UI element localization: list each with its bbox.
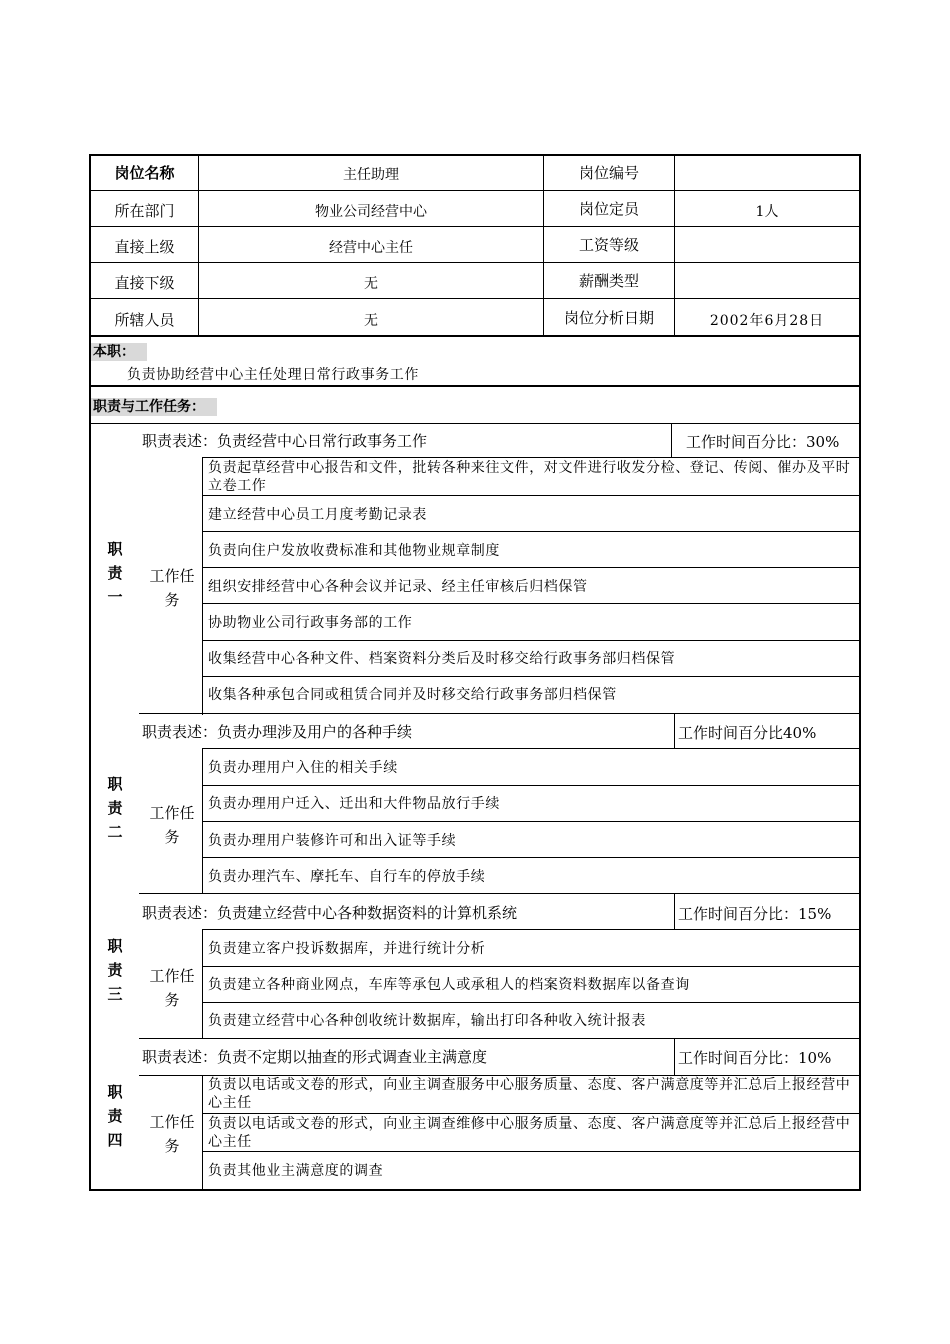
grid-line [202, 531, 859, 532]
duty2-label: 职责二 [107, 775, 123, 841]
grid-line [139, 893, 859, 894]
duty3-task-1: 负责建立客户投诉数据库，并进行统计分析 [208, 941, 486, 957]
label-position-name: 岗位名称 [114, 164, 175, 182]
label-department: 所在部门 [114, 202, 175, 220]
grid-line [91, 423, 859, 424]
value-headcount: 1人 [755, 204, 779, 220]
duty4-time-percent: 工作时间百分比：10% [678, 1049, 832, 1067]
duty3-description: 职责表述：负责建立经营中心各种数据资料的计算机系统 [142, 904, 518, 922]
label-headcount: 岗位定员 [578, 200, 639, 218]
grid-line [91, 385, 859, 387]
duty1-task-label: 工作任务 [149, 567, 195, 609]
grid-line [91, 335, 859, 337]
duty3-time-percent: 工作时间百分比：15% [678, 905, 832, 923]
duty3-task-3: 负责建立经营中心各种创收统计数据库，输出打印各种收入统计报表 [208, 1013, 646, 1029]
grid-line [202, 1075, 203, 1189]
grid-line [202, 676, 859, 677]
value-position-name: 主任助理 [343, 167, 399, 183]
grid-line [202, 1113, 859, 1114]
grid-line [671, 423, 672, 457]
grid-line [674, 713, 675, 748]
grid-line [202, 857, 859, 858]
value-direct-superior: 经营中心主任 [329, 240, 413, 256]
duty3-task-2: 负责建立各种商业网点，车库等承包人或承租人的档案资料数据库以备查询 [208, 977, 690, 993]
grid-line [674, 156, 675, 336]
grid-line [202, 567, 859, 568]
form-border [89, 154, 861, 1191]
grid-line [202, 821, 859, 822]
grid-line [202, 966, 859, 967]
grid-line [202, 640, 859, 641]
duty1-task-6: 收集经营中心各种文件、档案资料分类后及时移交给行政事务部归档保管 [208, 651, 676, 667]
label-pay-type: 薪酬类型 [578, 272, 639, 290]
grid-line [202, 1002, 859, 1003]
duty3-task-label: 工作任务 [149, 967, 195, 1009]
grid-line [91, 262, 859, 263]
grid-line [91, 298, 859, 299]
duty1-task-3: 负责向住户发放收费标准和其他物业规章制度 [208, 543, 500, 559]
duty4-label: 职责四 [107, 1083, 123, 1149]
duty1-task-7: 收集各种承包合同或租赁合同并及时移交给行政事务部归档保管 [208, 687, 617, 703]
grid-line [674, 893, 675, 929]
grid-line [202, 748, 859, 749]
value-direct-subordinate: 无 [364, 276, 378, 292]
duty4-description: 职责表述：负责不定期以抽查的形式调查业主满意度 [142, 1048, 488, 1066]
duty4-task-2: 负责以电话或文卷的形式，向业主调查维修中心服务质量、态度、客户满意度等并汇总后上报经营中心主任 [208, 1116, 851, 1150]
grid-line [91, 190, 859, 191]
summary-heading: 本职： [91, 343, 147, 361]
duty1-task-5: 协助物业公司行政事务部的工作 [208, 615, 413, 631]
duty4-task-1: 负责以电话或文卷的形式，向业主调查服务中心服务质量、态度、客户满意度等并汇总后上报经营中心主任 [208, 1077, 851, 1111]
grid-line [202, 1151, 859, 1152]
grid-line [139, 713, 859, 714]
label-direct-superior: 直接上级 [114, 238, 175, 256]
duty2-time-percent: 工作时间百分比40% [678, 724, 817, 742]
grid-line [202, 929, 203, 1038]
duty2-task-1: 负责办理用户入住的相关手续 [208, 760, 398, 776]
grid-line [139, 1038, 859, 1039]
value-department: 物业公司经营中心 [315, 204, 427, 220]
label-analysis-date: 岗位分析日期 [563, 309, 654, 327]
label-direct-subordinate: 直接下级 [114, 274, 175, 292]
duty2-task-4: 负责办理汽车、摩托车、自行车的停放手续 [208, 869, 486, 885]
value-analysis-date: 2002年6月28日 [709, 313, 825, 329]
grid-line [91, 226, 859, 227]
duty1-task-2: 建立经营中心员工月度考勤记录表 [208, 507, 427, 523]
duty2-description: 职责表述：负责办理涉及用户的各种手续 [142, 723, 413, 741]
duty2-task-label: 工作任务 [149, 804, 195, 846]
summary-text: 负责协助经营中心主任处理日常行政事务工作 [127, 367, 419, 383]
label-salary-grade: 工资等级 [578, 236, 639, 254]
duty2-task-3: 负责办理用户装修许可和出入证等手续 [208, 833, 457, 849]
value-staff-managed: 无 [364, 313, 378, 329]
label-position-number: 岗位编号 [578, 164, 639, 182]
duty3-label: 职责三 [107, 937, 123, 1003]
duty1-task-4: 组织安排经营中心各种会议并记录、经主任审核后归档保管 [208, 579, 588, 595]
duty1-description: 职责表述：负责经营中心日常行政事务工作 [142, 432, 428, 450]
duties-heading: 职责与工作任务： [91, 398, 217, 416]
grid-line [202, 495, 859, 496]
grid-line [202, 603, 859, 604]
grid-line [674, 1038, 675, 1075]
job-description-form [89, 154, 861, 1191]
duty1-label: 职责一 [107, 540, 123, 606]
grid-line [202, 457, 859, 458]
duty4-task-label: 工作任务 [149, 1113, 195, 1155]
grid-line [202, 785, 859, 786]
duty1-task-1: 负责起草经营中心报告和文件，批转各种来往文件，对文件进行收发分检、登记、传阅、催办及平时立卷工作 [208, 460, 851, 494]
duty2-task-2: 负责办理用户迁入、迁出和大件物品放行手续 [208, 796, 500, 812]
duty1-time-percent: 工作时间百分比：30% [686, 433, 840, 451]
label-staff-managed: 所辖人员 [114, 311, 175, 329]
grid-line [202, 929, 859, 930]
duty4-task-3: 负责其他业主满意度的调查 [208, 1163, 384, 1179]
